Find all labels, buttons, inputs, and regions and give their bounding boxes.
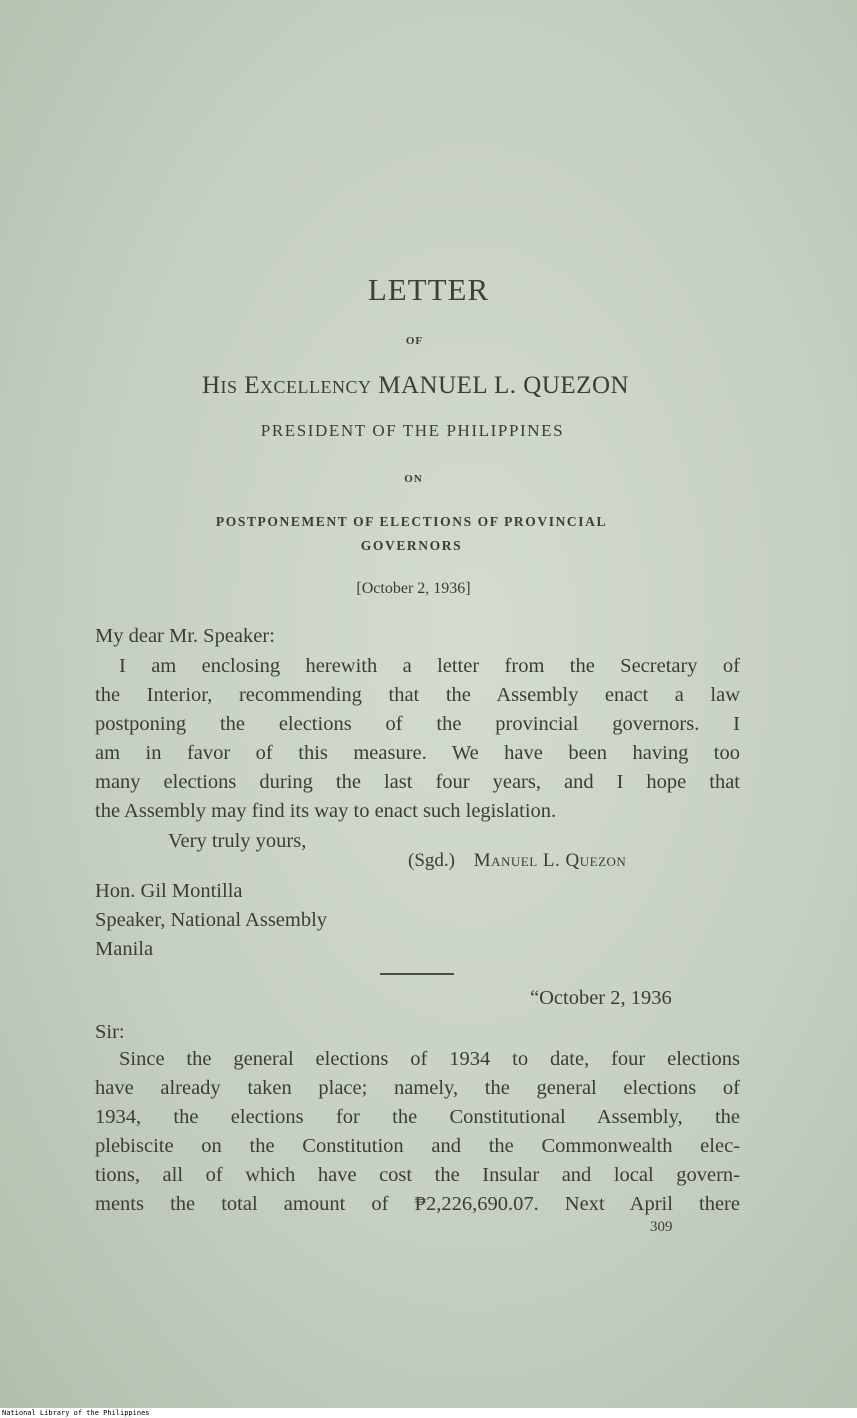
- letter-line: many elections during the last four years, and I hope that: [95, 771, 740, 793]
- letter-line: postponing the elections of the provincial governors. I: [95, 713, 740, 735]
- recipient-block: [95, 877, 327, 964]
- page-number: 309: [650, 1219, 673, 1235]
- letter-line: ments the total amount of ₱2,226,690.07. Next April there: [95, 1193, 740, 1215]
- letter-line: I am enclosing herewith a letter from the Secretary of: [119, 655, 740, 677]
- letter-title: LETTER: [367, 272, 490, 307]
- section-divider: [380, 973, 454, 975]
- letter-line: 1934, the elections for the Constitutional Assembly, the: [95, 1106, 740, 1128]
- author-line: [0, 372, 844, 400]
- letter-line: have already taken place; namely, the general elections of: [95, 1077, 740, 1099]
- letter-line: the Assembly may find its way to enact such legislation.: [95, 800, 557, 822]
- letter-line: plebiscite on the Constitution and the Commonwealth elec-: [95, 1135, 740, 1157]
- salutation: My dear Mr. Speaker:: [95, 625, 275, 647]
- on-label: ON: [404, 473, 423, 485]
- letter-line: tions, all of which have cost the Insular and local govern-: [95, 1164, 740, 1186]
- second-salutation: Sir:: [95, 1021, 125, 1043]
- second-letter-body: [95, 1045, 740, 1219]
- letter-line: am in favor of this measure. We have been having too: [95, 742, 740, 764]
- footer-credit: National Library of the Philippines: [0, 1408, 857, 1418]
- letter-line: the Interior, recommending that the Assembly enact a law: [95, 684, 740, 706]
- subject-line-1: POSTPONEMENT OF ELECTIONS OF PROVINCIAL: [215, 514, 608, 529]
- author-name: MANUEL L. QUEZON: [378, 372, 630, 399]
- recipient-title: Speaker, National Assembly: [95, 909, 328, 931]
- letter-date: [October 2, 1936]: [356, 580, 471, 597]
- sgd-mark: (Sgd.): [408, 850, 455, 871]
- of-label: OF: [405, 335, 424, 347]
- recipient-name: Hon. Gil Montilla: [95, 880, 243, 902]
- second-letter-date: “October 2, 1936: [530, 987, 672, 1009]
- subject-line-2: GOVERNORS: [360, 538, 463, 553]
- author-honorific: His Excellency: [201, 372, 372, 399]
- author-position: PRESIDENT OF THE PHILIPPINES: [260, 421, 565, 440]
- letter-body: [95, 652, 740, 826]
- signature-name: Manuel L. Quezon: [473, 850, 627, 871]
- signature-line: [408, 846, 626, 875]
- recipient-city: Manila: [95, 938, 154, 960]
- closing: Very truly yours,: [168, 830, 307, 852]
- letter-line: Since the general elections of 1934 to date, four elections: [119, 1048, 740, 1070]
